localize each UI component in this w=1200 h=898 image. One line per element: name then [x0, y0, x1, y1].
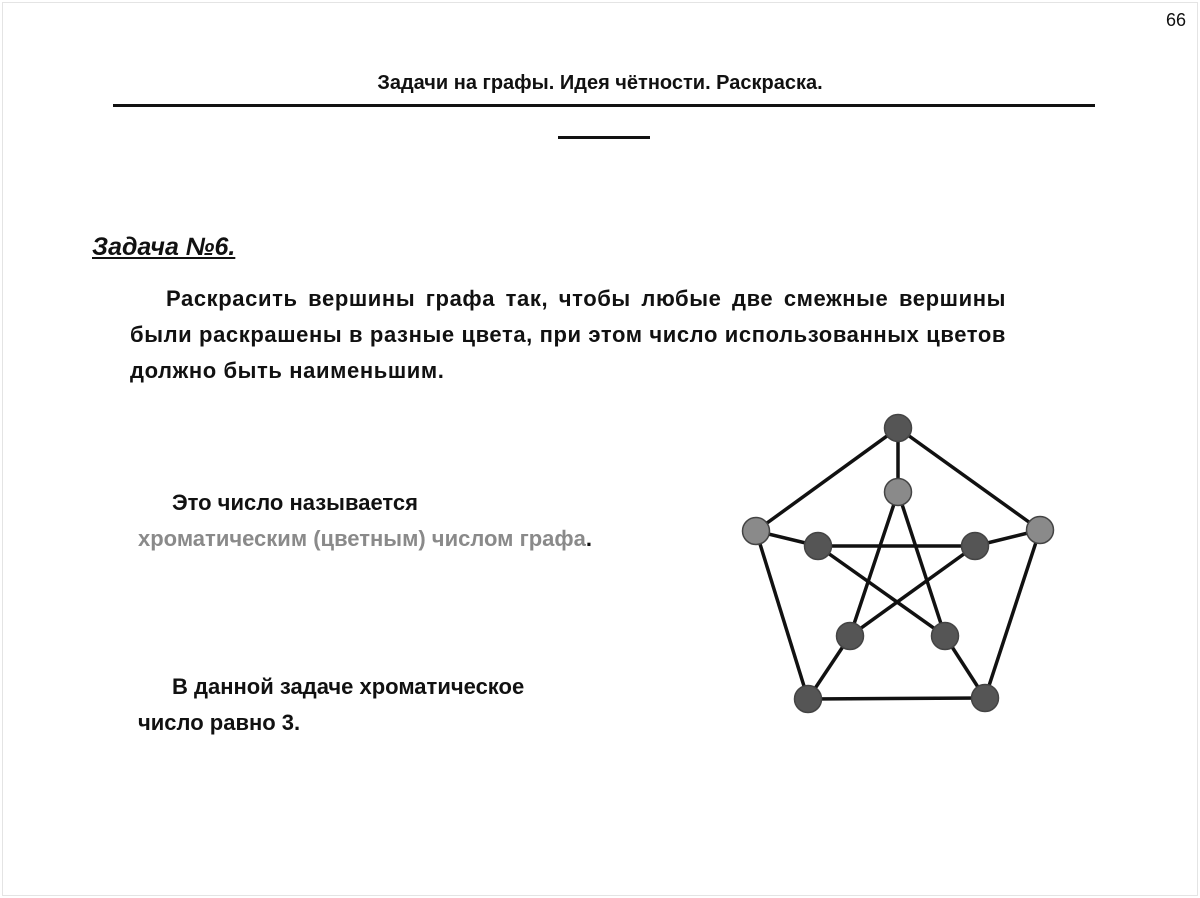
task-heading: Задача №6.	[92, 233, 236, 261]
graph-vertex	[805, 533, 832, 560]
task-statement: Раскрасить вершины графа так, чтобы любые две смежные вершины были раскрашены в разные цвета, при этом число использованных цветов должно быть наименьшим.	[130, 286, 1006, 383]
graph-edge	[756, 531, 808, 699]
graph-vertex	[885, 415, 912, 442]
graph-edge	[808, 698, 985, 699]
answer-line-2: число равно 3.	[138, 710, 301, 735]
chromatic-number-term: хроматическим (цветным) числом графа	[138, 526, 586, 551]
graph-edge	[756, 428, 898, 531]
graph-edge	[985, 530, 1040, 698]
graph-edge	[850, 492, 898, 636]
graph-vertex	[837, 623, 864, 650]
page-number: 66	[1165, 10, 1186, 30]
graph-vertex	[885, 479, 912, 506]
graph-edge	[850, 546, 975, 636]
definition-period: .	[585, 526, 593, 551]
page-title: Задачи на графы. Идея чётности. Раскраска.	[377, 72, 823, 94]
graph-edge	[818, 546, 945, 636]
graph-vertex	[972, 685, 999, 712]
answer-line-1: В данной задаче хроматическое	[172, 674, 525, 699]
graph-vertex	[962, 533, 989, 560]
graph-edge	[898, 492, 945, 636]
graph-edge	[898, 428, 1040, 530]
graph-vertex	[795, 686, 822, 713]
graph-vertex	[1027, 517, 1054, 544]
graph-vertex	[932, 623, 959, 650]
graph-vertex	[743, 518, 770, 545]
definition-line: Это число называется	[172, 490, 418, 515]
